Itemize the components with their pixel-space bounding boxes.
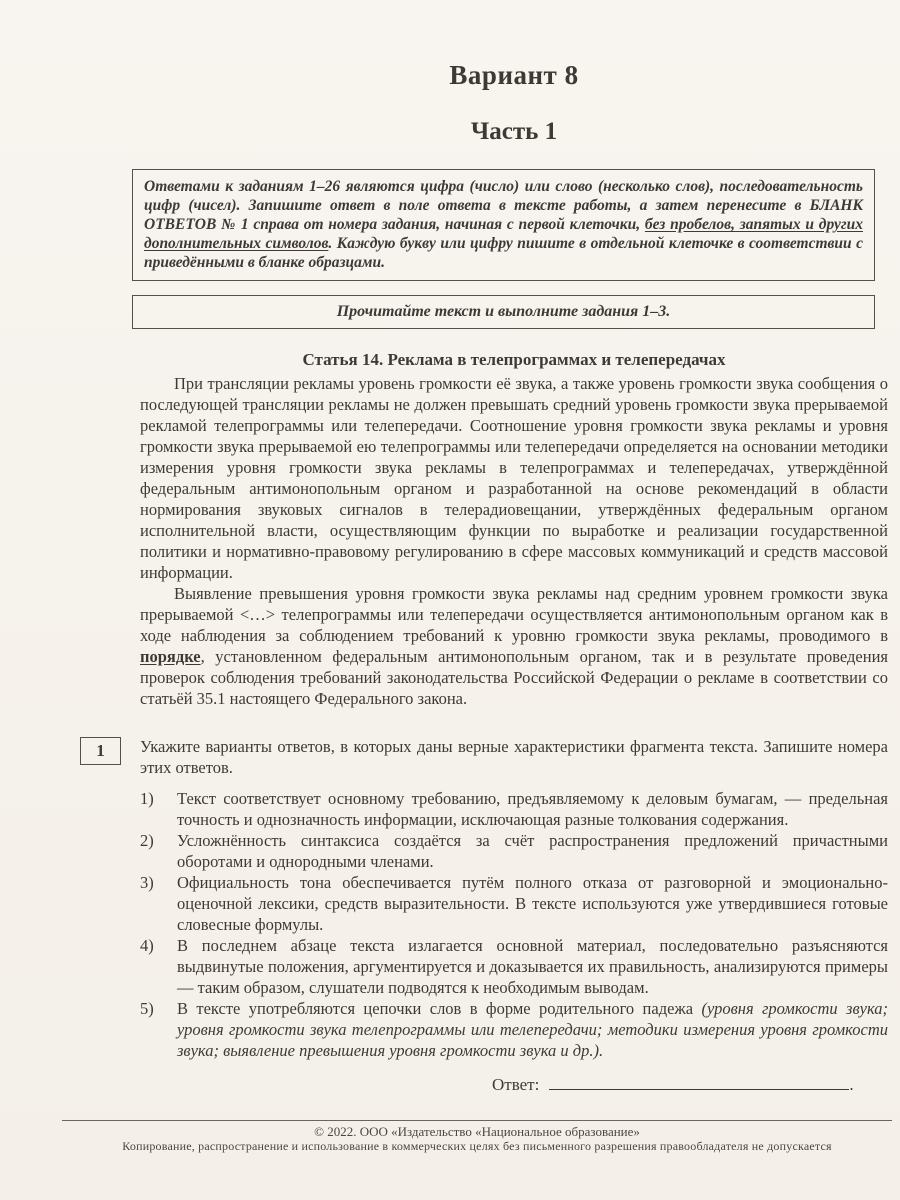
option-3 [140, 872, 888, 935]
option-5-number: 5) [140, 999, 154, 1018]
page-footer [62, 1120, 892, 1154]
question-number-box: 1 [80, 737, 121, 765]
paragraph-2-underlined-term: порядке [140, 647, 201, 666]
answer-row [140, 1074, 888, 1095]
read-text-directive: Прочитайте текст и выполните задания 1–3. [336, 303, 671, 320]
text-column [96, 0, 888, 1095]
answer-line-period: . [849, 1075, 854, 1094]
option-3-number: 3) [140, 873, 154, 892]
option-5 [140, 998, 888, 1061]
option-2-text: Усложнённость синтаксиса создаётся за счёт распространения предложений причастными оборотами и однородными членами. [177, 831, 888, 871]
option-1 [140, 788, 888, 830]
article-paragraph-1: При трансляции рекламы уровень громкости её звука, а также уровень громкости звука сообщения о последующей трансляции рекламы не должен превышать средний уровень громкости звука прерываемой рекламой телепрограммы или телепередачи. Соотношение уровня громкости звука рекламы и уровня громкости звука прерываемой ею телепрограммы или телепередачи определяется на основании методики измерения уровня громкости звука рекламы в телепрограммах и телепередачах, утверждённой федеральным антимонопольным органом и разработанной на основе рекомендаций в области нормирования звуковых сигналов в телерадиовещании, утверждённых федеральным органом исполнительной власти, осуществляющим функции по выработке и реализации государственной политики и нормативно-правовому регулированию в сфере массовых коммуникаций и средств массовой информации. [140, 374, 888, 582]
answer-label: Ответ: [492, 1075, 540, 1094]
instructions-text-tail: . Каждую букву или цифру пишите в отдельной клеточке в соответствии с приведёнными в бланке образцами. [144, 235, 863, 271]
read-text-directive-box [132, 295, 875, 329]
answer-blank-line[interactable] [549, 1074, 849, 1090]
article-paragraph-2 [140, 583, 888, 709]
copyright-line: © 2022. ООО «Издательство «Национальное образование» [314, 1124, 640, 1139]
option-5-italic-examples: (уровня громкости звука; уровня громкости звука телепрограммы или телепередачи; методики измерения уровня громкости звука; выявление превышения уровня громкости звука и др.). [177, 999, 888, 1060]
instructions-underlined-text: без пробелов, запятых и других дополнительных символов [144, 216, 863, 252]
answer-instructions-box [132, 169, 875, 281]
option-4 [140, 935, 888, 998]
option-5-text: В тексте употребляются цепочки слов в форме родительного падежа (уровня громкости звука; уровня громкости звука телепрограммы или телепередачи; методики измерения уровня громкости звука; выявление превышения уровня громкости звука и др.). [177, 999, 888, 1060]
option-3-text: Официальность тона обеспечивается путём полного отказа от разговорной и эмоционально-оценочной лексики, средств выразительности. В тексте используются уже утвердившиеся готовые словесные формулы. [177, 873, 888, 934]
paragraph-2-text: Выявление превышения уровня громкости звука рекламы над средним уровнем громкости звука прерываемой <…> телепрограммы или телепередачи осуществляется антимонопольным органом как в ходе наблюдения за соблюдением требований к уровню громкости звука рекламы, проводимого в [140, 584, 888, 645]
option-1-number: 1) [140, 789, 154, 808]
option-4-number: 4) [140, 936, 154, 955]
option-2-number: 2) [140, 831, 154, 850]
paragraph-2-text-tail: , установленном федеральным антимонопольным органом, так и в результате проведения проверок соблюдения требований законодательства Российской Федерации о рекламе в соответствии со статьёй 35.1 настоящего Федерального закона. [140, 647, 888, 708]
part-title: Часть 1 [470, 118, 558, 145]
option-4-text: В последнем абзаце текста излагается основной материал, последовательно разъясняются выдвинутые положения, аргументируется и доказывается их правильность, анализируются примеры — таким образом, слушатели подводятся к необходимым выводам. [177, 936, 888, 997]
answer-options-list [140, 788, 888, 1061]
instructions-text: Ответами к заданиям 1–26 являются цифра (число) или слово (несколько слов), последовательность цифр (чисел). Запишите ответ в поле ответа в тексте работы, а затем перенесите в БЛАНК ОТВЕТОВ № 1 справа от номера задания, начиная с первой клеточки, [144, 178, 863, 233]
question-prompt: Укажите варианты ответов, в которых даны верные характеристики фрагмента текста. Запишите номера этих ответов. [140, 737, 888, 777]
copy-protection-notice: Копирование, распространение и использование в коммерческих целях без письменного разрешения правообладателя не допускается [122, 1139, 832, 1153]
variant-title: Вариант 8 [449, 60, 579, 90]
option-2 [140, 830, 888, 872]
option-1-text: Текст соответствует основному требованию, предъявляемому к деловым бумагам, — предельная точность и однозначность информации, исключающая разные толкования содержания. [177, 789, 888, 829]
article-heading: Статья 14. Реклама в телепрограммах и телепередачах [302, 350, 726, 369]
question-1 [96, 736, 888, 1095]
